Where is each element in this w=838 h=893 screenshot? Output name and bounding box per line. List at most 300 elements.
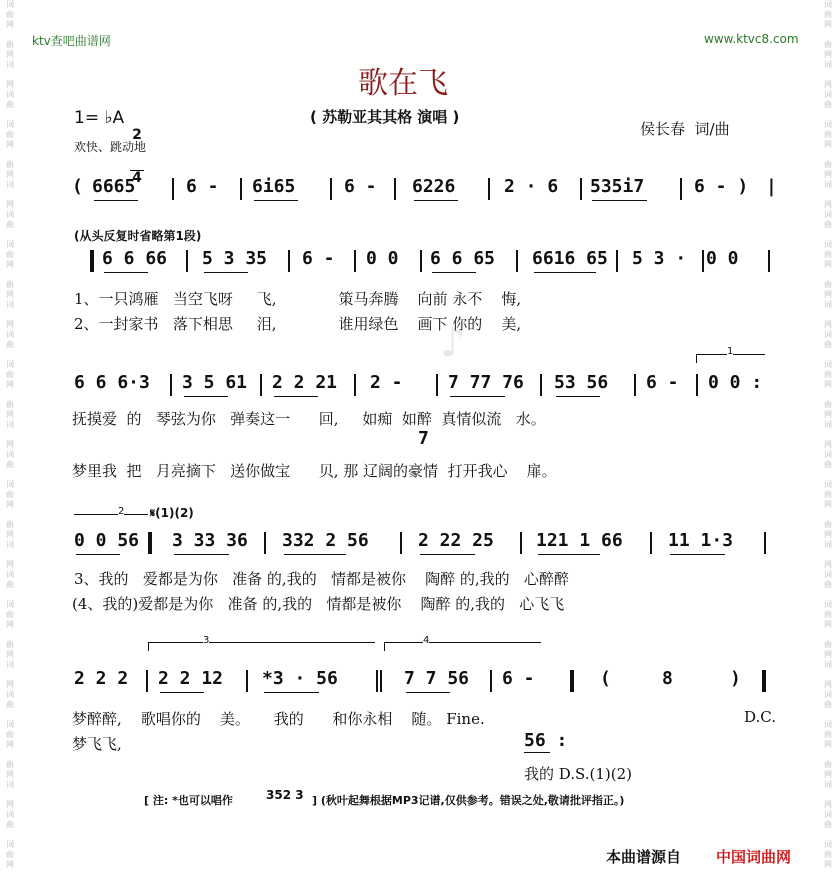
watermark-glyph: 曲 (824, 640, 832, 649)
watermark-glyph: 网 (6, 740, 14, 749)
line3-eighth-beam (670, 554, 725, 555)
line2-barline (436, 374, 438, 396)
watermark-glyph: 词 (6, 810, 14, 819)
line3-barline (764, 532, 766, 554)
watermark-glyph: 网 (6, 200, 14, 209)
line4-barline (572, 670, 574, 692)
watermark-glyph: 曲 (824, 700, 832, 709)
watermark-glyph (820, 430, 836, 440)
watermark-glyph: 词 (824, 0, 832, 9)
watermark-glyph: 网 (6, 680, 14, 689)
footnote-right: ] (秋叶起舞根据MP3记谱,仅供参考。错误之处,敬请批评指正。) (312, 794, 625, 807)
key-signature: 1= ♭A (74, 108, 125, 128)
watermark-glyph (820, 870, 836, 880)
line3-measure: 3 33 36 (172, 530, 248, 551)
intro-barline (488, 178, 490, 200)
watermark-glyph: 曲 (824, 340, 832, 349)
watermark-glyph: 曲 (6, 460, 14, 469)
watermark-glyph: 网 (824, 20, 832, 29)
watermark-glyph (820, 790, 836, 800)
watermark-glyph: 网 (824, 620, 832, 629)
coda-notes: 56 : (524, 730, 568, 751)
volta-bracket-4 (384, 635, 541, 651)
line4-barline (490, 670, 492, 692)
watermark-glyph (820, 310, 836, 320)
line3-barline (150, 532, 152, 554)
watermark-glyph: 词 (6, 0, 14, 9)
watermark-glyph: 词 (6, 540, 14, 549)
line4-eighth-beam (406, 692, 450, 693)
watermark-glyph: 网 (6, 170, 14, 179)
watermark-glyph: 曲 (824, 10, 832, 19)
watermark-glyph: 词 (824, 60, 832, 69)
right-site-watermark: www.ktvc8.com (704, 32, 799, 46)
line2-measure: 3 5 61 (182, 372, 248, 393)
watermark-glyph (820, 710, 836, 720)
tempo-marking: 欢快、跳动地 (74, 140, 147, 154)
watermark-glyph: 网 (6, 770, 14, 779)
line4-measure: *3 · 56 (262, 668, 338, 689)
watermark-glyph: 词 (6, 180, 14, 189)
line4-barline (146, 670, 148, 692)
watermark-glyph: 曲 (824, 850, 832, 859)
watermark-glyph: 词 (824, 690, 832, 699)
watermark-glyph: 网 (824, 200, 832, 209)
watermark-glyph: 曲 (824, 610, 832, 619)
line2-barline (170, 374, 172, 396)
line1-measure: 0 0 (706, 248, 739, 269)
watermark-glyph (820, 750, 836, 760)
line3-barline (264, 532, 266, 554)
watermark-glyph (2, 310, 18, 320)
watermark-glyph (820, 150, 836, 160)
watermark-glyph: 曲 (6, 340, 14, 349)
watermark-glyph: 网 (6, 320, 14, 329)
intro-measure: 6665 (92, 176, 136, 197)
watermark-glyph (820, 470, 836, 480)
watermark-glyph: 网 (6, 530, 14, 539)
watermark-glyph: 网 (6, 20, 14, 29)
line1-barline (616, 250, 618, 272)
line2-lyrics-verse2: 梦里我 把 月亮摘下 送你做宝 贝, 那 辽阔的豪情 打开我心 扉。 (72, 462, 557, 480)
watermark-glyph (820, 270, 836, 280)
watermark-glyph (2, 510, 18, 520)
watermark-glyph: 曲 (6, 130, 14, 139)
watermark-glyph (2, 550, 18, 560)
watermark-glyph: 网 (824, 290, 832, 299)
line2-extra-note: 7 (418, 428, 429, 449)
source-site-link[interactable]: 中国词曲网 (716, 848, 792, 866)
watermark-glyph: 网 (824, 260, 832, 269)
watermark-glyph: 词 (6, 360, 14, 369)
intro-barline (240, 178, 242, 200)
watermark-glyph (2, 630, 18, 640)
watermark-glyph: 网 (6, 260, 14, 269)
volta-1-label: 1 (727, 346, 734, 357)
watermark-glyph: 网 (6, 290, 14, 299)
watermark-glyph: 曲 (6, 760, 14, 769)
line1-barline (420, 250, 422, 272)
line1-measure: 5 3 35 (202, 248, 268, 269)
intro-eighth-beam (414, 200, 458, 201)
watermark-glyph: 网 (6, 860, 14, 869)
coda-lyrics: 我的 D.S.(1)(2) (524, 765, 633, 783)
source-label: 本曲谱源自 (606, 848, 682, 866)
line1-measure: 0 0 (366, 248, 399, 269)
line4-measure: 8 (662, 668, 673, 689)
watermark-glyph: 网 (824, 80, 832, 89)
watermark-glyph: 曲 (6, 40, 14, 49)
ds-note: (从头反复时省略第1段) (74, 229, 202, 243)
intro-measure: 2 · 6 (504, 176, 559, 197)
line3-measure: 0 0 56 (74, 530, 140, 551)
line2-eighth-beam (556, 396, 600, 397)
line1-lyrics-verse2: 2、一封家书 落下相思 泪, 谁用绿色 画下 你的 美, (74, 315, 522, 333)
watermark-glyph (2, 870, 18, 880)
volta-bracket-1 (696, 346, 765, 363)
watermark-glyph: 网 (6, 80, 14, 89)
line4-measure: 7 7 56 (404, 668, 470, 689)
line4-measure: ) (730, 668, 741, 689)
watermark-glyph: 网 (6, 440, 14, 449)
watermark-glyph (2, 30, 18, 40)
watermark-glyph: 网 (6, 380, 14, 389)
watermark-glyph: 网 (824, 440, 832, 449)
line4-barline (246, 670, 248, 692)
watermark-glyph: 曲 (6, 400, 14, 409)
line2-measure: 2 2 21 (272, 372, 338, 393)
watermark-glyph: 词 (6, 600, 14, 609)
watermark-glyph (2, 350, 18, 360)
watermark-glyph: 曲 (824, 40, 832, 49)
watermark-glyph: 曲 (824, 100, 832, 109)
watermark-glyph: 网 (6, 650, 14, 659)
watermark-glyph: 词 (6, 60, 14, 69)
watermark-glyph: 词 (6, 660, 14, 669)
intro-measure: 6 - (344, 176, 377, 197)
watermark-glyph: 词 (824, 300, 832, 309)
watermark-glyph (820, 350, 836, 360)
intro-barline (394, 178, 396, 200)
watermark-glyph: 曲 (6, 100, 14, 109)
watermark-glyph: 词 (824, 570, 832, 579)
intro-barline (580, 178, 582, 200)
line2-measure: 0 0 : (708, 372, 763, 393)
watermark-glyph (2, 190, 18, 200)
watermark-glyph: 词 (824, 120, 832, 129)
intro-measure: 6 - ) (694, 176, 749, 197)
time-signature-top: 2 (132, 127, 142, 143)
intro-measure: 6226 (412, 176, 456, 197)
watermark-glyph: 词 (824, 180, 832, 189)
watermark-glyph: 词 (824, 210, 832, 219)
watermark-glyph: 网 (824, 170, 832, 179)
watermark-glyph: 词 (6, 420, 14, 429)
watermark-glyph (820, 70, 836, 80)
line4-measure: 6 - (502, 668, 535, 689)
line4-measure: ( (600, 668, 611, 689)
watermark-glyph: 曲 (824, 370, 832, 379)
watermark-glyph (2, 70, 18, 80)
intro-open-paren: ( (72, 176, 83, 197)
line1-barline (354, 250, 356, 272)
watermark-glyph: 曲 (6, 370, 14, 379)
watermark-glyph: 曲 (824, 490, 832, 499)
watermark-glyph: 曲 (6, 610, 14, 619)
line3-measure: 332 2 56 (282, 530, 369, 551)
watermark-glyph: 网 (824, 530, 832, 539)
line3-eighth-beam (284, 554, 346, 555)
watermark-glyph: 曲 (6, 10, 14, 19)
watermark-glyph: 曲 (6, 280, 14, 289)
watermark-glyph (2, 830, 18, 840)
right-watermark-strip (820, 0, 836, 893)
watermark-glyph (2, 670, 18, 680)
watermark-glyph: 网 (824, 380, 832, 389)
watermark-glyph: 词 (824, 600, 832, 609)
watermark-glyph: 曲 (6, 490, 14, 499)
watermark-glyph: 词 (824, 720, 832, 729)
faint-background-logo: ♪ (440, 320, 466, 366)
line4-barline (376, 670, 378, 692)
line2-eighth-beam (450, 396, 505, 397)
watermark-glyph (2, 590, 18, 600)
watermark-glyph (820, 390, 836, 400)
line1-barline (702, 250, 704, 272)
watermark-glyph: 曲 (824, 250, 832, 259)
watermark-glyph: 网 (824, 50, 832, 59)
watermark-glyph (2, 750, 18, 760)
watermark-glyph: 曲 (824, 730, 832, 739)
watermark-glyph: 词 (6, 240, 14, 249)
line3-lyrics-verse3: 3、我的 爱都是为你 准备 的,我的 情都是被你 陶醉 的,我的 心醉醉 (74, 570, 569, 588)
line4-lyrics-verse1: 梦醉醉, 歌唱你的 美。 我的 和你永相 随。 Fine. (72, 710, 485, 728)
watermark-glyph: 词 (824, 480, 832, 489)
line3-barline (650, 532, 652, 554)
watermark-glyph: 网 (6, 500, 14, 509)
dc-marking: D.C. (744, 708, 776, 726)
watermark-glyph: 曲 (824, 130, 832, 139)
line1-lyrics-verse1: 1、一只鸿雁 当空飞呀 飞, 策马奔腾 向前 永不 悔, (74, 290, 522, 308)
line3-eighth-beam (76, 554, 120, 555)
watermark-glyph: 曲 (6, 520, 14, 529)
line3-barline (520, 532, 522, 554)
watermark-glyph: 网 (824, 680, 832, 689)
watermark-glyph: 词 (6, 720, 14, 729)
watermark-glyph (820, 510, 836, 520)
watermark-glyph: 网 (6, 140, 14, 149)
line2-barline (696, 374, 698, 396)
watermark-glyph: 词 (6, 570, 14, 579)
line3-barline (400, 532, 402, 554)
line1-barline (768, 250, 770, 272)
watermark-glyph: 词 (824, 90, 832, 99)
line1-eighth-beam (534, 272, 596, 273)
watermark-glyph: 词 (824, 450, 832, 459)
watermark-glyph: 曲 (6, 730, 14, 739)
left-watermark-strip (2, 0, 18, 893)
line2-measure: 7 77 76 (448, 372, 524, 393)
watermark-glyph: 词 (6, 120, 14, 129)
watermark-glyph: 网 (824, 320, 832, 329)
watermark-glyph: 曲 (6, 640, 14, 649)
watermark-glyph: 曲 (824, 280, 832, 289)
coda-underline (524, 752, 550, 753)
intro-barline (330, 178, 332, 200)
watermark-glyph: 曲 (6, 700, 14, 709)
watermark-glyph (820, 630, 836, 640)
watermark-glyph: 词 (6, 780, 14, 789)
line2-measure: 6 - (646, 372, 679, 393)
watermark-glyph: 词 (6, 480, 14, 489)
watermark-glyph: 词 (824, 240, 832, 249)
line4-barline (764, 670, 766, 692)
watermark-glyph: 网 (824, 500, 832, 509)
watermark-glyph (820, 550, 836, 560)
watermark-glyph: 曲 (824, 520, 832, 529)
watermark-glyph (820, 670, 836, 680)
watermark-glyph: 词 (6, 450, 14, 459)
watermark-glyph: 曲 (824, 160, 832, 169)
watermark-glyph: 网 (6, 560, 14, 569)
line1-barline (288, 250, 290, 272)
watermark-glyph: 词 (824, 420, 832, 429)
line1-eighth-beam (204, 272, 248, 273)
watermark-glyph: 曲 (6, 220, 14, 229)
song-subtitle: ( 苏勒亚其其格 演唱 ) (310, 108, 460, 126)
watermark-glyph: 曲 (824, 820, 832, 829)
time-signature-bottom: 4 (130, 170, 144, 185)
watermark-glyph: 曲 (824, 460, 832, 469)
watermark-glyph: 网 (824, 410, 832, 419)
volta-4-label: 4 (423, 635, 430, 646)
watermark-glyph: 曲 (6, 580, 14, 589)
watermark-glyph (2, 230, 18, 240)
watermark-glyph: 网 (6, 410, 14, 419)
line3-lyrics-verse4: (4、我的)爱都是为你 准备 的,我的 情都是被你 陶醉 的,我的 心飞飞 (72, 595, 565, 613)
line1-barline (186, 250, 188, 272)
line1-eighth-beam (104, 272, 148, 273)
line2-barline (354, 374, 356, 396)
watermark-glyph: 网 (6, 620, 14, 629)
composer-credit: 侯长春 词/曲 (640, 120, 730, 138)
line4-measure: 2 2 2 (74, 668, 129, 689)
line4-measure: 2 2 12 (158, 668, 224, 689)
watermark-glyph (820, 30, 836, 40)
line2-lyrics-verse1: 抚摸爱 的 琴弦为你 弹奏这一 回, 如痴 如醉 真情似流 水。 (72, 410, 546, 428)
line4-eighth-beam (160, 692, 204, 693)
volta-bracket-2 (74, 506, 148, 523)
watermark-glyph: 曲 (824, 760, 832, 769)
line3-measure: 11 1·3 (668, 530, 734, 551)
watermark-glyph: 曲 (824, 220, 832, 229)
line1-measure: 6616 65 (532, 248, 608, 269)
watermark-glyph: 曲 (6, 250, 14, 259)
watermark-glyph: 网 (824, 560, 832, 569)
volta-bracket-3 (148, 635, 375, 651)
watermark-glyph (2, 430, 18, 440)
watermark-glyph (820, 230, 836, 240)
line4-eighth-beam (264, 692, 319, 693)
intro-eighth-beam (94, 200, 138, 201)
intro-measure: 6 - (186, 176, 219, 197)
line2-eighth-beam (274, 396, 318, 397)
song-title: 歌在飞 (358, 66, 448, 101)
watermark-glyph: 词 (6, 210, 14, 219)
watermark-glyph: 曲 (824, 580, 832, 589)
watermark-glyph (2, 270, 18, 280)
watermark-glyph: 词 (6, 690, 14, 699)
watermark-glyph (2, 470, 18, 480)
intro-end-bar: | (766, 176, 777, 197)
watermark-glyph (820, 190, 836, 200)
watermark-glyph (2, 390, 18, 400)
line2-eighth-beam (184, 396, 228, 397)
watermark-glyph: 曲 (6, 850, 14, 859)
watermark-glyph: 词 (6, 90, 14, 99)
footnote-left: [ 注: *也可以唱作 (144, 794, 233, 807)
watermark-glyph (820, 110, 836, 120)
watermark-glyph: 网 (6, 50, 14, 59)
line1-measure: 6 - (302, 248, 335, 269)
line3-eighth-beam (420, 554, 475, 555)
left-site-watermark: ktv查吧曲谱网 (32, 34, 111, 48)
intro-eighth-beam (254, 200, 298, 201)
line2-measure: 2 - (370, 372, 414, 393)
watermark-glyph: 网 (824, 140, 832, 149)
intro-barline (680, 178, 682, 200)
watermark-glyph: 词 (824, 330, 832, 339)
watermark-glyph (2, 110, 18, 120)
line2-barline (260, 374, 262, 396)
line2-barline (634, 374, 636, 396)
watermark-glyph: 网 (824, 860, 832, 869)
line1-eighth-beam (432, 272, 476, 273)
watermark-glyph: 曲 (824, 400, 832, 409)
watermark-glyph (2, 790, 18, 800)
volta-2-label: 2 (118, 506, 125, 517)
intro-measure: 6i65 (252, 176, 296, 197)
watermark-glyph: 词 (6, 300, 14, 309)
watermark-glyph (820, 590, 836, 600)
watermark-glyph: 网 (824, 740, 832, 749)
watermark-glyph: 网 (824, 800, 832, 809)
watermark-glyph: 词 (824, 780, 832, 789)
watermark-glyph: 词 (6, 840, 14, 849)
watermark-glyph: 词 (6, 330, 14, 339)
watermark-glyph: 网 (6, 800, 14, 809)
watermark-glyph: 曲 (6, 160, 14, 169)
line1-barline (516, 250, 518, 272)
line1-measure: 6 6 66 (102, 248, 168, 269)
line4-lyrics-verse2: 梦飞飞, (72, 735, 122, 753)
line3-eighth-beam (538, 554, 600, 555)
line2-barline (540, 374, 542, 396)
watermark-glyph: 词 (824, 540, 832, 549)
watermark-glyph (2, 150, 18, 160)
line3-eighth-beam (174, 554, 229, 555)
volta-3-label: 3 (203, 635, 210, 646)
watermark-glyph: 词 (824, 660, 832, 669)
watermark-glyph: 网 (824, 650, 832, 659)
intro-barline (172, 178, 174, 200)
watermark-glyph (2, 710, 18, 720)
segno-mark: 𝄋(1)(2) (150, 506, 194, 520)
line1-measure: 6 6 65 (430, 248, 496, 269)
footnote-alt-notes: 352 3 (266, 788, 304, 802)
line3-measure: 2 22 25 (418, 530, 494, 551)
line3-measure: 121 1 66 (536, 530, 623, 551)
